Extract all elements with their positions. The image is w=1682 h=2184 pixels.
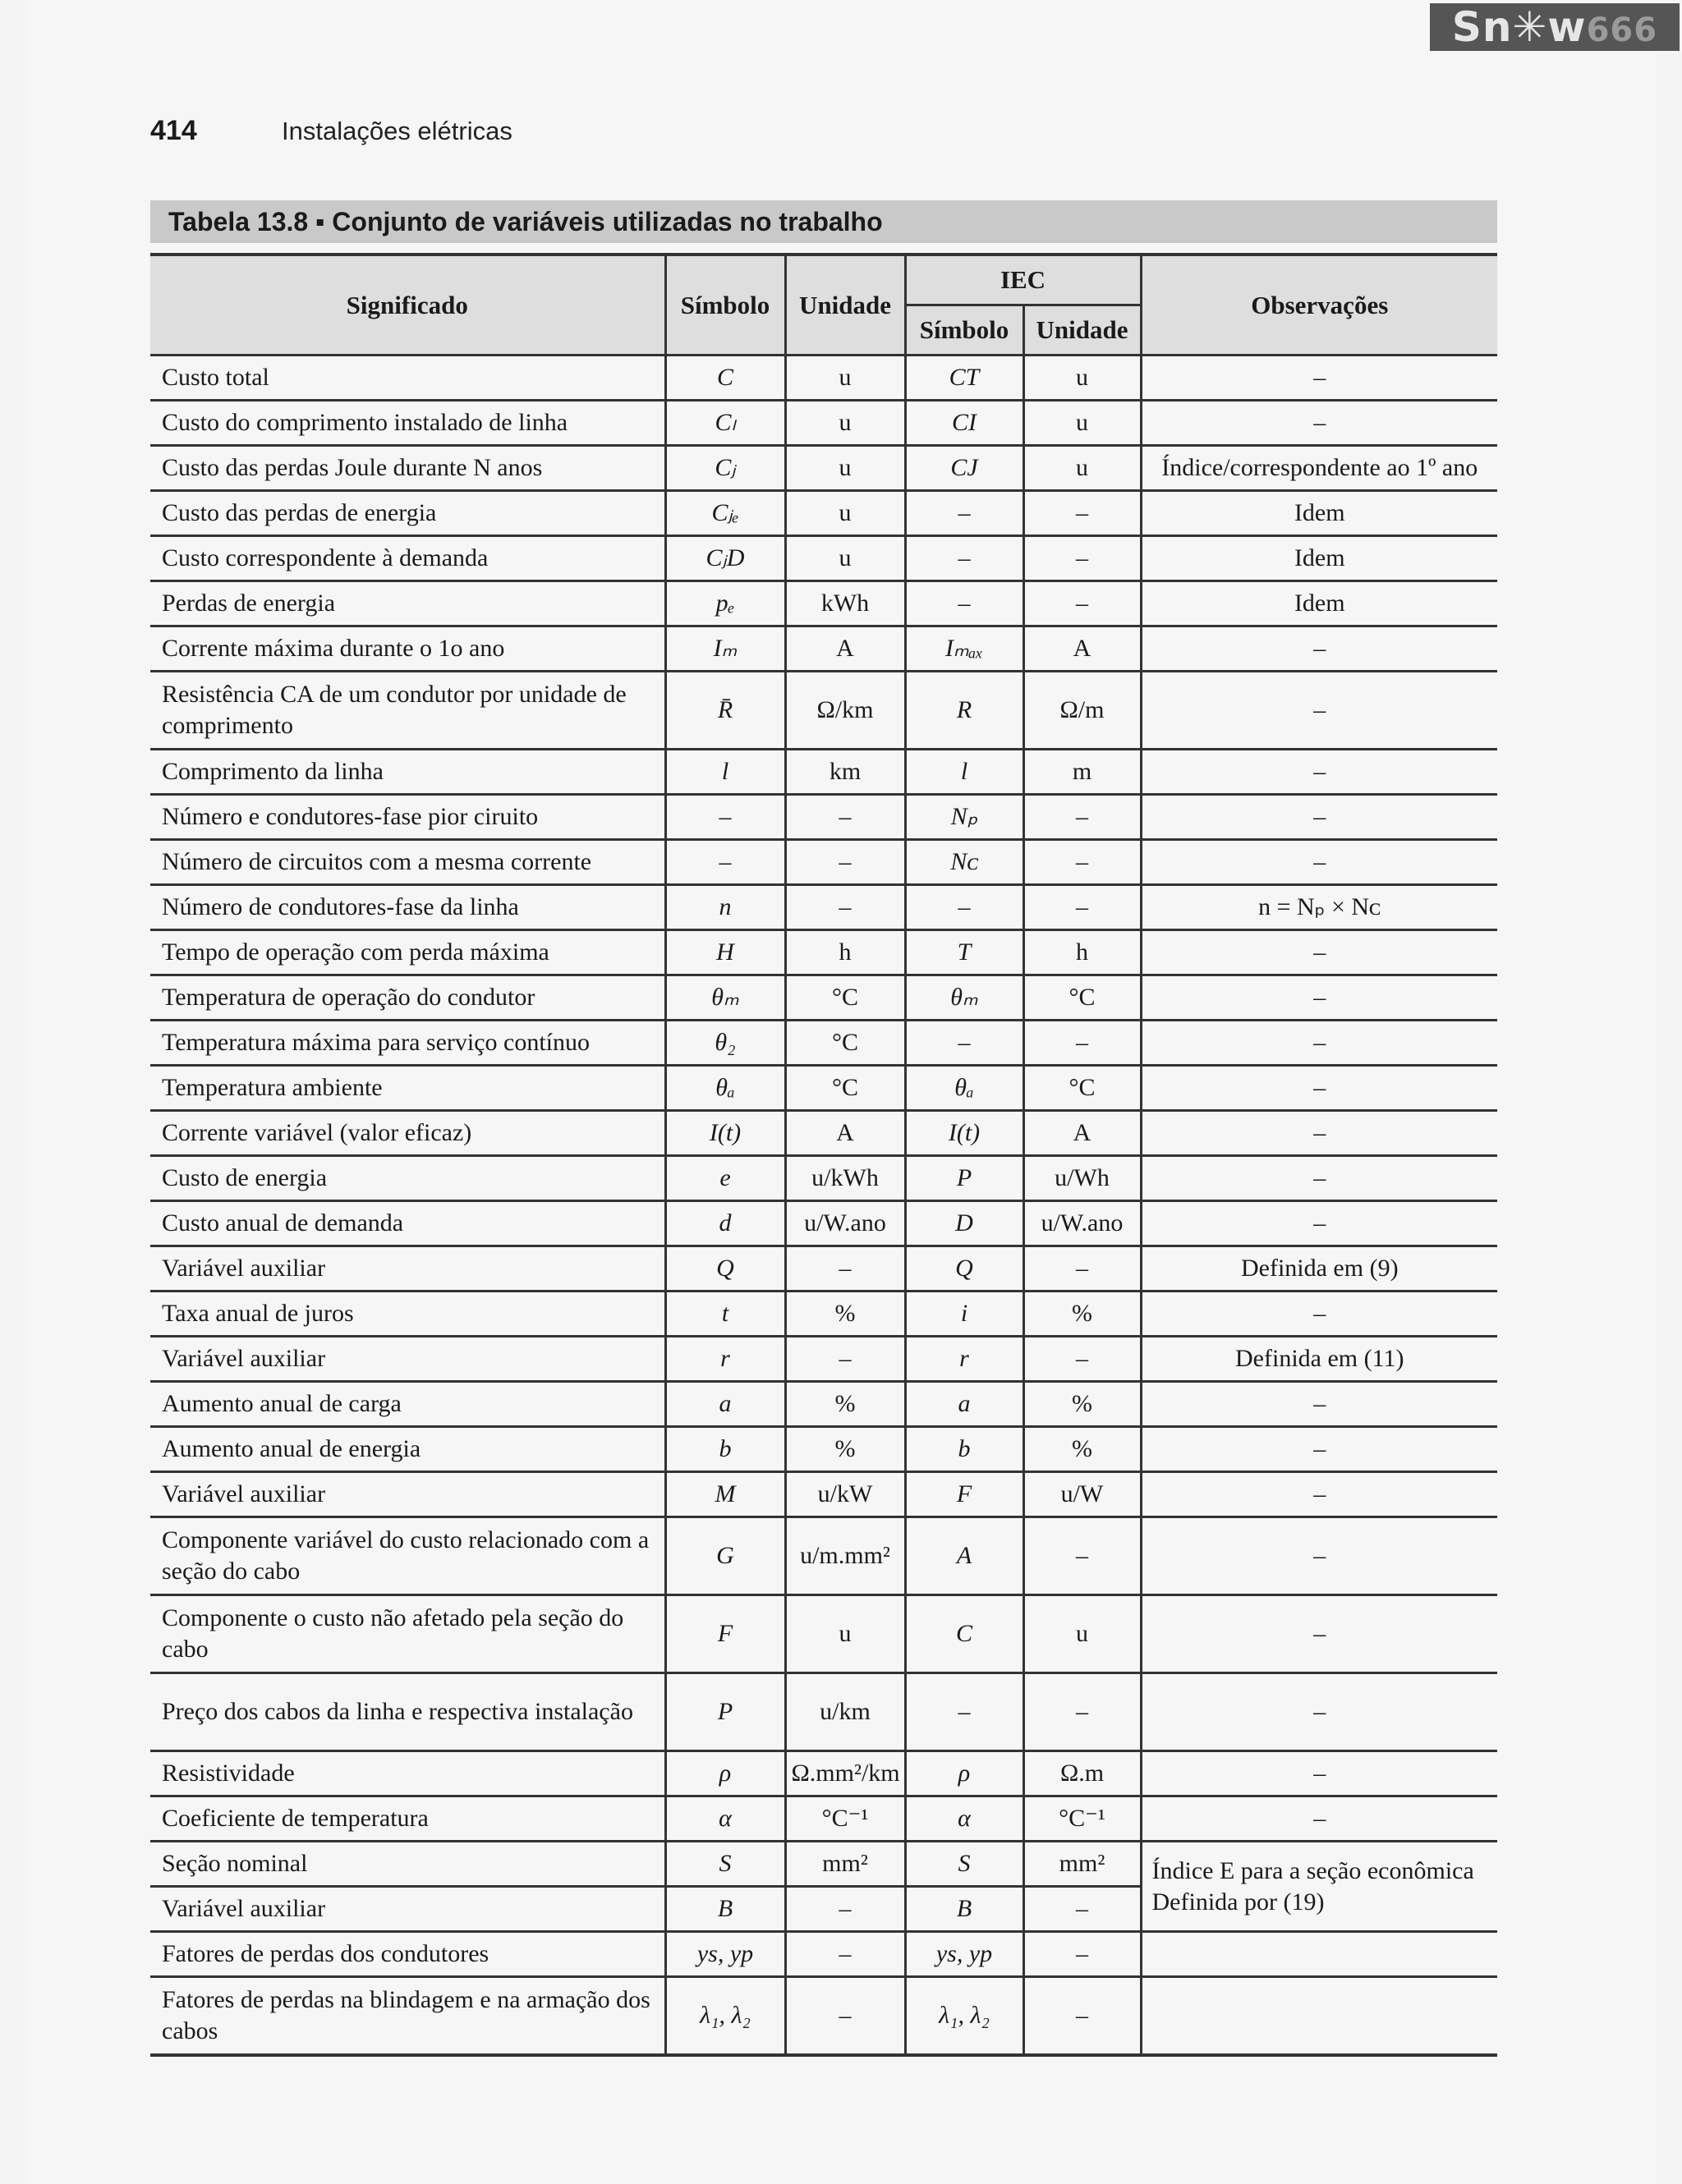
table-row	[150, 1382, 1497, 1427]
table-row	[150, 1246, 1497, 1292]
iec-symbol-cell: D	[905, 1201, 1023, 1246]
notes-cell: –	[1141, 1201, 1497, 1246]
iec-unit-cell: –	[1023, 536, 1141, 581]
table-row	[150, 491, 1497, 536]
symbol-cell: R̄	[665, 672, 785, 750]
symbol-cell: b	[665, 1427, 785, 1472]
meaning-cell: Seção nominal	[150, 1842, 665, 1887]
meaning-cell: Custo correspondente à demanda	[150, 536, 665, 581]
unit-cell: u/km	[785, 1673, 905, 1751]
symbol-cell: Iₘ	[665, 626, 785, 672]
watermark-logo	[1430, 3, 1680, 51]
unit-cell: A	[785, 1111, 905, 1156]
meaning-cell: Resistência CA de um condutor por unidade de comprimento	[150, 672, 665, 750]
table-row	[150, 1427, 1497, 1472]
iec-unit-cell: –	[1023, 1246, 1141, 1292]
notes-cell: –	[1141, 1292, 1497, 1337]
notes-cell: n = Nₚ × Nᴄ	[1141, 885, 1497, 930]
iec-unit-cell: Ω.m	[1023, 1751, 1141, 1796]
unit-cell: km	[785, 750, 905, 795]
iec-unit-cell: Ω/m	[1023, 672, 1141, 750]
notes-cell: –	[1141, 1472, 1497, 1517]
iec-unit-cell: –	[1023, 491, 1141, 536]
iec-unit-cell: –	[1023, 1337, 1141, 1382]
table-row	[150, 356, 1497, 401]
iec-unit-cell: u/Wh	[1023, 1156, 1141, 1201]
iec-unit-cell: u	[1023, 401, 1141, 446]
iec-unit-cell: –	[1023, 1021, 1141, 1066]
notes-cell	[1141, 1977, 1497, 2056]
meaning-cell: Temperatura ambiente	[150, 1066, 665, 1111]
meaning-cell: Custo total	[150, 356, 665, 401]
symbol-cell: Cⱼₑ	[665, 491, 785, 536]
meaning-cell: Taxa anual de juros	[150, 1292, 665, 1337]
meaning-cell: Número e condutores-fase pior ciruito	[150, 795, 665, 840]
iec-symbol-cell: –	[905, 491, 1023, 536]
notes-cell: –	[1141, 672, 1497, 750]
header-unit: Unidade	[785, 255, 905, 356]
symbol-cell: Q	[665, 1246, 785, 1292]
meaning-cell: Temperatura máxima para serviço contínuo	[150, 1021, 665, 1066]
unit-cell: u	[785, 536, 905, 581]
unit-cell: h	[785, 930, 905, 975]
symbol-cell: r	[665, 1337, 785, 1382]
notes-cell: Índice/correspondente ao 1º ano	[1141, 446, 1497, 491]
symbol-cell: pₑ	[665, 581, 785, 626]
unit-cell: %	[785, 1292, 905, 1337]
symbol-cell: θₘ	[665, 975, 785, 1021]
symbol-cell: –	[665, 795, 785, 840]
table-row	[150, 1472, 1497, 1517]
iec-unit-cell: %	[1023, 1382, 1141, 1427]
iec-symbol-cell: Q	[905, 1246, 1023, 1292]
notes-cell: –	[1141, 750, 1497, 795]
table-row	[150, 1517, 1497, 1595]
iec-symbol-cell: ys, yp	[905, 1932, 1023, 1977]
notes-cell: Índice E para a seção econômica Definida por (19)	[1141, 1842, 1497, 1932]
meaning-cell: Custo anual de demanda	[150, 1201, 665, 1246]
table-row	[150, 536, 1497, 581]
table-row	[150, 750, 1497, 795]
iec-symbol-cell: ρ	[905, 1751, 1023, 1796]
iec-symbol-cell: A	[905, 1517, 1023, 1595]
meaning-cell: Corrente variável (valor eficaz)	[150, 1111, 665, 1156]
symbol-cell: F	[665, 1595, 785, 1673]
iec-symbol-cell: –	[905, 536, 1023, 581]
iec-symbol-cell: CJ	[905, 446, 1023, 491]
unit-cell: –	[785, 840, 905, 885]
watermark-text: Sn✳w	[1451, 3, 1587, 51]
table-row	[150, 975, 1497, 1021]
table-row	[150, 1201, 1497, 1246]
notes-cell: –	[1141, 1111, 1497, 1156]
table-row	[150, 1595, 1497, 1673]
iec-unit-cell: u	[1023, 356, 1141, 401]
notes-cell: –	[1141, 1517, 1497, 1595]
meaning-cell: Variável auxiliar	[150, 1246, 665, 1292]
symbol-cell: H	[665, 930, 785, 975]
iec-unit-cell: m	[1023, 750, 1141, 795]
unit-cell: %	[785, 1382, 905, 1427]
iec-symbol-cell: θₘ	[905, 975, 1023, 1021]
meaning-cell: Número de condutores-fase da linha	[150, 885, 665, 930]
iec-symbol-cell: C	[905, 1595, 1023, 1673]
table-row	[150, 1796, 1497, 1842]
table-row	[150, 1842, 1497, 1887]
notes-cell: –	[1141, 1066, 1497, 1111]
meaning-cell: Aumento anual de energia	[150, 1427, 665, 1472]
notes-cell: Idem	[1141, 581, 1497, 626]
unit-cell: –	[785, 1932, 905, 1977]
iec-symbol-cell: T	[905, 930, 1023, 975]
unit-cell: u	[785, 401, 905, 446]
notes-cell: –	[1141, 795, 1497, 840]
iec-unit-cell: u/W.ano	[1023, 1201, 1141, 1246]
notes-cell: –	[1141, 356, 1497, 401]
iec-unit-cell: –	[1023, 1977, 1141, 2056]
unit-cell: –	[785, 885, 905, 930]
symbol-cell: d	[665, 1201, 785, 1246]
symbol-cell: CⱼD	[665, 536, 785, 581]
iec-unit-cell: °C⁻¹	[1023, 1796, 1141, 1842]
unit-cell: –	[785, 1337, 905, 1382]
iec-symbol-cell: Nᴄ	[905, 840, 1023, 885]
iec-unit-cell: –	[1023, 581, 1141, 626]
table-row	[150, 1673, 1497, 1751]
notes-cell	[1141, 1932, 1497, 1977]
symbol-cell: G	[665, 1517, 785, 1595]
symbol-cell: e	[665, 1156, 785, 1201]
meaning-cell: Componente o custo não afetado pela seção do cabo	[150, 1595, 665, 1673]
meaning-cell: Variável auxiliar	[150, 1337, 665, 1382]
symbol-cell: t	[665, 1292, 785, 1337]
table-row	[150, 1337, 1497, 1382]
iec-symbol-cell: l	[905, 750, 1023, 795]
unit-cell: u/W.ano	[785, 1201, 905, 1246]
notes-cell: –	[1141, 401, 1497, 446]
table-row	[150, 626, 1497, 672]
header-symbol: Símbolo	[665, 255, 785, 356]
iec-unit-cell: u	[1023, 446, 1141, 491]
running-header	[150, 115, 512, 156]
iec-unit-cell: –	[1023, 1673, 1141, 1751]
notes-cell: –	[1141, 626, 1497, 672]
iec-unit-cell: u/W	[1023, 1472, 1141, 1517]
symbol-cell: M	[665, 1472, 785, 1517]
unit-cell: –	[785, 1246, 905, 1292]
meaning-cell: Fatores de perdas na blindagem e na armação dos cabos	[150, 1977, 665, 2056]
notes-cell: –	[1141, 1751, 1497, 1796]
notes-cell: –	[1141, 1156, 1497, 1201]
notes-cell: –	[1141, 1595, 1497, 1673]
iec-unit-cell: mm²	[1023, 1842, 1141, 1887]
symbol-cell: B	[665, 1887, 785, 1932]
iec-symbol-cell: r	[905, 1337, 1023, 1382]
iec-symbol-cell: λ₁, λ₂	[905, 1977, 1023, 2056]
meaning-cell: Coeficiente de temperatura	[150, 1796, 665, 1842]
symbol-cell: n	[665, 885, 785, 930]
meaning-cell: Número de circuitos com a mesma corrente	[150, 840, 665, 885]
table-row	[150, 401, 1497, 446]
symbol-cell: Cₗ	[665, 401, 785, 446]
iec-symbol-cell: S	[905, 1842, 1023, 1887]
iec-symbol-cell: –	[905, 885, 1023, 930]
iec-unit-cell: %	[1023, 1292, 1141, 1337]
variables-table	[150, 253, 1497, 2057]
unit-cell: –	[785, 1887, 905, 1932]
meaning-cell: Custo das perdas de energia	[150, 491, 665, 536]
iec-symbol-cell: θₐ	[905, 1066, 1023, 1111]
unit-cell: kWh	[785, 581, 905, 626]
iec-unit-cell: –	[1023, 795, 1141, 840]
unit-cell: u	[785, 446, 905, 491]
notes-cell: –	[1141, 930, 1497, 975]
unit-cell: u	[785, 1595, 905, 1673]
iec-symbol-cell: Iₘₐₓ	[905, 626, 1023, 672]
iec-symbol-cell: –	[905, 1021, 1023, 1066]
symbol-cell: ys, yp	[665, 1932, 785, 1977]
iec-unit-cell: –	[1023, 885, 1141, 930]
table-row	[150, 1751, 1497, 1796]
symbol-cell: λ₁, λ₂	[665, 1977, 785, 2056]
iec-unit-cell: u	[1023, 1595, 1141, 1673]
unit-cell: mm²	[785, 1842, 905, 1887]
table-row	[150, 795, 1497, 840]
table-row	[150, 581, 1497, 626]
symbol-cell: ρ	[665, 1751, 785, 1796]
unit-cell: °C	[785, 1066, 905, 1111]
unit-cell: °C	[785, 975, 905, 1021]
notes-cell: Definida em (9)	[1141, 1246, 1497, 1292]
notes-cell: Idem	[1141, 491, 1497, 536]
symbol-cell: θₐ	[665, 1066, 785, 1111]
table-row	[150, 885, 1497, 930]
meaning-cell: Temperatura de operação do condutor	[150, 975, 665, 1021]
symbol-cell: S	[665, 1842, 785, 1887]
meaning-cell: Corrente máxima durante o 1o ano	[150, 626, 665, 672]
unit-cell: Ω/km	[785, 672, 905, 750]
unit-cell: u/kWh	[785, 1156, 905, 1201]
iec-symbol-cell: R	[905, 672, 1023, 750]
iec-symbol-cell: –	[905, 1673, 1023, 1751]
notes-cell: Idem	[1141, 536, 1497, 581]
table-body	[150, 356, 1497, 2056]
iec-unit-cell: –	[1023, 1932, 1141, 1977]
iec-symbol-cell: P	[905, 1156, 1023, 1201]
meaning-cell: Custo de energia	[150, 1156, 665, 1201]
meaning-cell: Custo do comprimento instalado de linha	[150, 401, 665, 446]
notes-cell: Definida em (11)	[1141, 1337, 1497, 1382]
iec-symbol-cell: α	[905, 1796, 1023, 1842]
header-iec-symbol: Símbolo	[905, 305, 1023, 356]
symbol-cell: Cⱼ	[665, 446, 785, 491]
unit-cell: °C⁻¹	[785, 1796, 905, 1842]
meaning-cell: Tempo de operação com perda máxima	[150, 930, 665, 975]
iec-symbol-cell: a	[905, 1382, 1023, 1427]
table-row	[150, 1111, 1497, 1156]
page-number: 414	[150, 115, 197, 146]
iec-unit-cell: A	[1023, 626, 1141, 672]
iec-symbol-cell: –	[905, 581, 1023, 626]
symbol-cell: C	[665, 356, 785, 401]
meaning-cell: Aumento anual de carga	[150, 1382, 665, 1427]
meaning-cell: Variável auxiliar	[150, 1887, 665, 1932]
meaning-cell: Componente variável do custo relacionado com a seção do cabo	[150, 1517, 665, 1595]
iec-symbol-cell: F	[905, 1472, 1023, 1517]
notes-cell: –	[1141, 1427, 1497, 1472]
iec-symbol-cell: CI	[905, 401, 1023, 446]
iec-unit-cell: –	[1023, 1887, 1141, 1932]
notes-cell: –	[1141, 1382, 1497, 1427]
unit-cell: –	[785, 795, 905, 840]
unit-cell: %	[785, 1427, 905, 1472]
meaning-cell: Comprimento da linha	[150, 750, 665, 795]
symbol-cell: I(t)	[665, 1111, 785, 1156]
symbol-cell: θ₂	[665, 1021, 785, 1066]
meaning-cell: Custo das perdas Joule durante N anos	[150, 446, 665, 491]
header-notes: Observações	[1141, 255, 1497, 356]
iec-unit-cell: –	[1023, 840, 1141, 885]
header-iec: IEC	[905, 255, 1141, 305]
symbol-cell: –	[665, 840, 785, 885]
table-row	[150, 840, 1497, 885]
table-row	[150, 1156, 1497, 1201]
table-caption: Tabela 13.8 ▪ Conjunto de variáveis utilizadas no trabalho	[150, 200, 1497, 243]
table-row	[150, 1932, 1497, 1977]
iec-symbol-cell: CT	[905, 356, 1023, 401]
table-row	[150, 1977, 1497, 2056]
unit-cell: –	[785, 1977, 905, 2056]
iec-symbol-cell: I(t)	[905, 1111, 1023, 1156]
unit-cell: u	[785, 356, 905, 401]
header-iec-unit: Unidade	[1023, 305, 1141, 356]
iec-unit-cell: %	[1023, 1427, 1141, 1472]
iec-symbol-cell: i	[905, 1292, 1023, 1337]
iec-unit-cell: A	[1023, 1111, 1141, 1156]
iec-unit-cell: °C	[1023, 1066, 1141, 1111]
table-row	[150, 446, 1497, 491]
meaning-cell: Preço dos cabos da linha e respectiva instalação	[150, 1673, 665, 1751]
table-row	[150, 672, 1497, 750]
meaning-cell: Resistividade	[150, 1751, 665, 1796]
iec-unit-cell: °C	[1023, 975, 1141, 1021]
symbol-cell: P	[665, 1673, 785, 1751]
unit-cell: °C	[785, 1021, 905, 1066]
notes-cell: –	[1141, 1021, 1497, 1066]
header-meaning: Significado	[150, 255, 665, 356]
iec-unit-cell: h	[1023, 930, 1141, 975]
symbol-cell: α	[665, 1796, 785, 1842]
symbol-cell: a	[665, 1382, 785, 1427]
unit-cell: u/m.mm²	[785, 1517, 905, 1595]
meaning-cell: Perdas de energia	[150, 581, 665, 626]
meaning-cell: Fatores de perdas dos condutores	[150, 1932, 665, 1977]
symbol-cell: l	[665, 750, 785, 795]
meaning-cell: Variável auxiliar	[150, 1472, 665, 1517]
table-row	[150, 1292, 1497, 1337]
watermark-number: 666	[1586, 11, 1658, 49]
iec-symbol-cell: b	[905, 1427, 1023, 1472]
notes-cell: –	[1141, 1796, 1497, 1842]
book-title: Instalações elétricas	[282, 117, 512, 145]
table-row	[150, 1066, 1497, 1111]
unit-cell: u	[785, 491, 905, 536]
notes-cell: –	[1141, 1673, 1497, 1751]
unit-cell: A	[785, 626, 905, 672]
iec-unit-cell: –	[1023, 1517, 1141, 1595]
iec-symbol-cell: Nₚ	[905, 795, 1023, 840]
table-row	[150, 930, 1497, 975]
unit-cell: u/kW	[785, 1472, 905, 1517]
notes-cell: –	[1141, 840, 1497, 885]
table-row	[150, 1021, 1497, 1066]
unit-cell: Ω.mm²/km	[785, 1751, 905, 1796]
notes-cell: –	[1141, 975, 1497, 1021]
iec-symbol-cell: B	[905, 1887, 1023, 1932]
